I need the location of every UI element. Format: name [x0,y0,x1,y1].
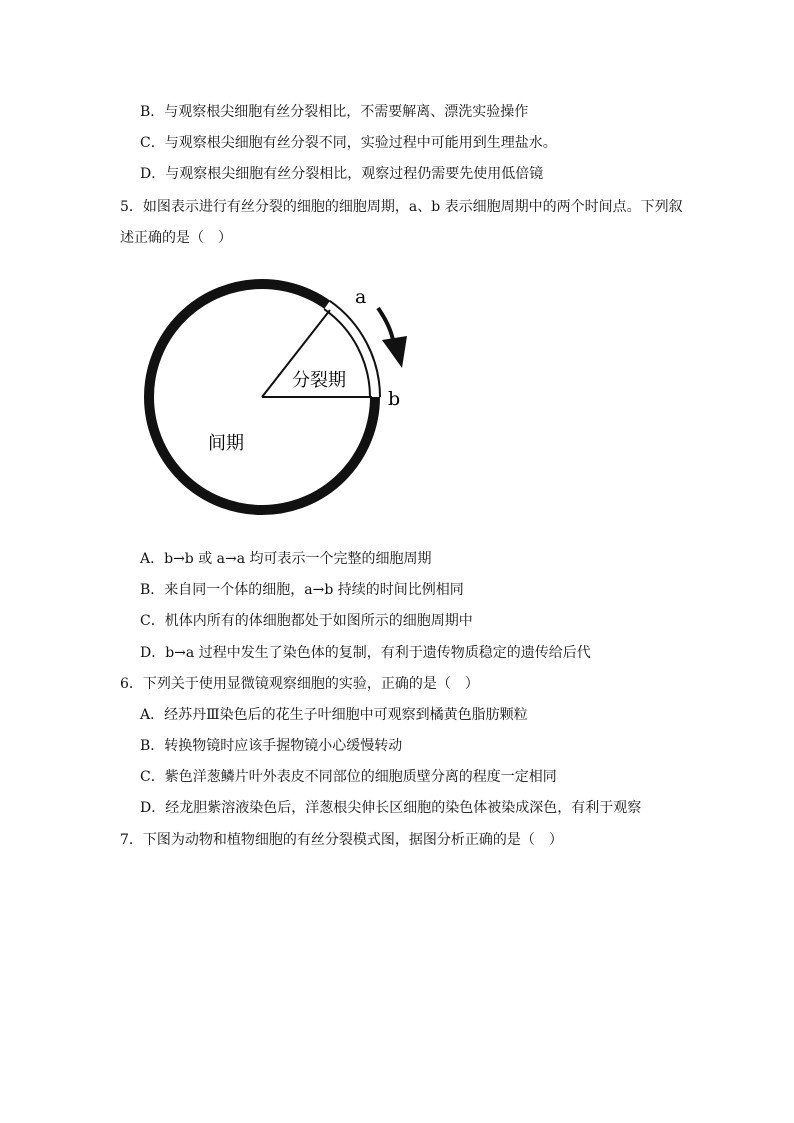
q6-option-b: B．转换物镜时应该手握物镜小心缓慢转动 [140,738,403,754]
q5-option-d: D．b→a 过程中发生了染色体的复制，有利于遗传物质稳定的遗传给后代 [140,645,591,661]
label-mitosis: 分裂期 [292,370,346,391]
prev-option-b: B．与观察根尖细胞有丝分裂相比，不需要解离、漂洗实验操作 [140,104,529,120]
cell-cycle-diagram [120,270,440,530]
q6-option-d: D．经龙胆紫溶液染色后，洋葱根尖伸长区细胞的染色体被染成深色，有利于观察 [140,800,642,816]
label-interphase: 间期 [208,433,244,454]
prev-option-d: D．与观察根尖细胞有丝分裂相比，观察过程仍需要先使用低倍镜 [140,166,544,182]
q5-option-b: B．来自同一个体的细胞，a→b 持续的时间比例相同 [140,582,464,598]
q7-stem: 7．下图为动物和植物细胞的有丝分裂模式图，据图分析正确的是（ ） [120,832,563,848]
q6-option-c: C．紫色洋葱鳞片叶外表皮不同部位的细胞质壁分离的程度一定相同 [140,769,557,785]
label-b: b [388,388,401,410]
q5-option-c: C．机体内所有的体细胞都处于如图所示的细胞周期中 [140,613,473,629]
q5-stem-line1: 5．如图表示进行有丝分裂的细胞的细胞周期，a、b 表示细胞周期中的两个时间点。下列叙 [120,199,683,215]
q5-stem-line2: 述正确的是（ ） [120,230,232,246]
q6-option-a: A．经苏丹Ⅲ染色后的花生子叶细胞中可观察到橘黄色脂肪颗粒 [140,707,528,723]
q6-stem: 6．下列关于使用显微镜观察细胞的实验，正确的是（ ） [120,676,479,692]
prev-option-c: C．与观察根尖细胞有丝分裂不同，实验过程中可能用到生理盐水。 [140,135,557,151]
label-a: a [355,286,367,308]
q5-option-a: A．b→b 或 a→a 均可表示一个完整的细胞周期 [140,551,432,567]
